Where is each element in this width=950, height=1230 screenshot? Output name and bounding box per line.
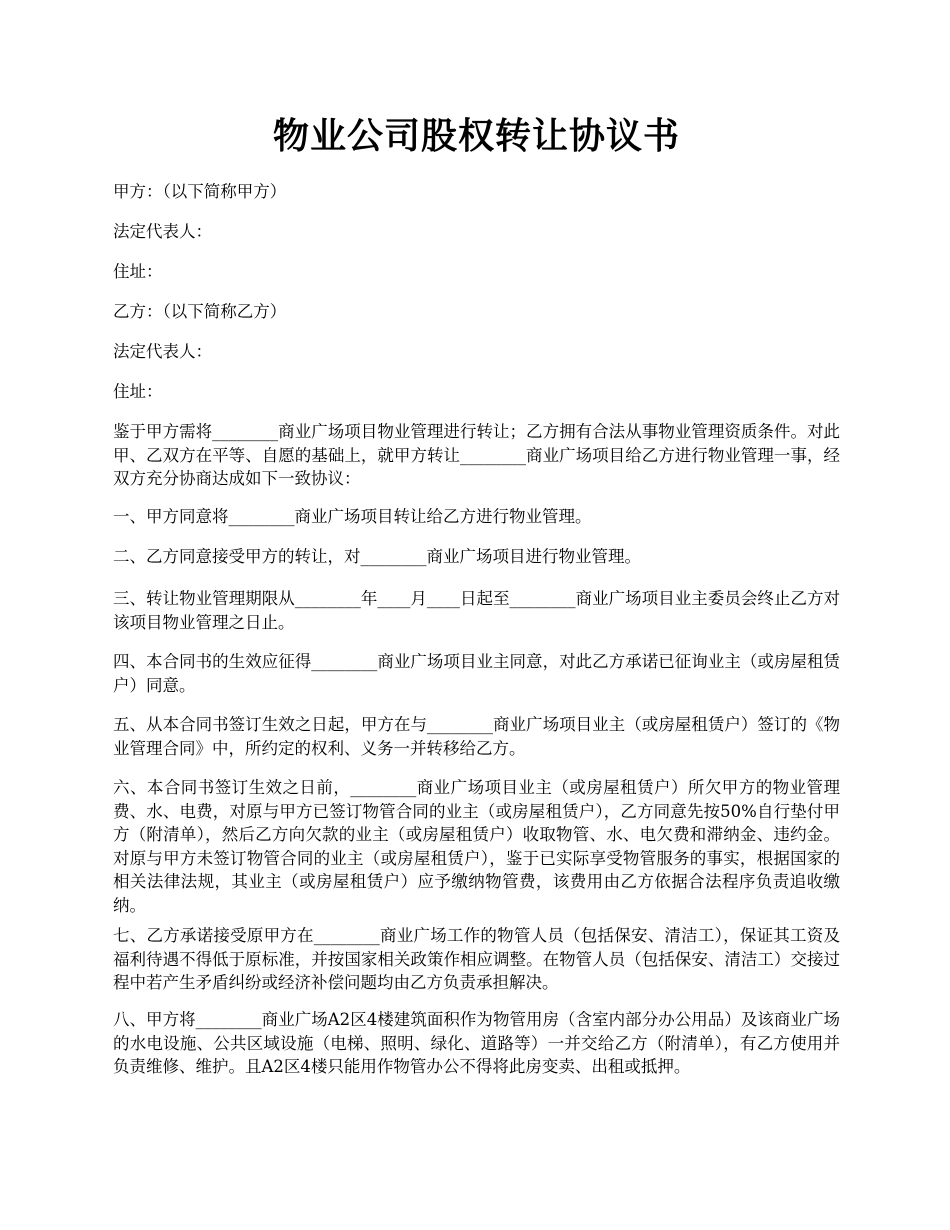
party-a-representative: 法定代表人： bbox=[113, 222, 212, 241]
clause-7: 七、乙方承诺接受原甲方在________商业广场工作的物管人员（包括保安、清洁工），保证其工资及福利待遇不得低于原标准，并按国家相关政策作相应调整。在物管人员（包括保安、清洁工）交接过程中若产生矛盾纠纷或经济补偿问题均由乙方负责承担解决。 bbox=[113, 926, 840, 992]
preamble-paragraph: 鉴于甲方需将________商业广场项目物业管理进行转让；乙方拥有合法从事物业管理资质条件。对此甲、乙双方在平等、自愿的基础上，就甲方转让________商业广场项目给乙方进行物业管理一事，经双方充分协商达成如下一致协议： bbox=[113, 422, 840, 488]
clause-5: 五、从本合同书签订生效之日起，甲方在与________商业广场项目业主（或房屋租赁户）签订的《物业管理合同》中，所约定的权利、义务一并转移给乙方。 bbox=[113, 715, 840, 758]
clause-1: 一、甲方同意将________商业广场项目转让给乙方进行物业管理。 bbox=[113, 507, 592, 526]
party-b-line: 乙方：（以下简称乙方） bbox=[113, 302, 287, 321]
party-b-address: 住址： bbox=[113, 382, 163, 401]
clause-3: 三、转让物业管理期限从________年____月____日起至________商业广场项目业主委员会终止乙方对该项目物业管理之日止。 bbox=[113, 589, 840, 632]
clause-6: 六、本合同书签订生效之日前，________商业广场项目业主（或房屋租赁户）所欠甲方的物业管理费、水、电费，对原与甲方已签订物管合同的业主（或房屋租赁户），乙方同意先按50%自行垫付甲方（附清单），然后乙方向欠款的业主（或房屋租赁户）收取物管、水、电欠费和滞纳金、违约金。对原与甲方未签订物管合同的业主（或房屋租赁户），鉴于已实际享受物管服务的事实，根据国家的相关法律法规，其业主（或房屋租赁户）应予缴纳物管费，该费用由乙方依据合法程序负责追收缴纳。 bbox=[113, 778, 840, 915]
party-b-representative: 法定代表人： bbox=[113, 342, 212, 361]
party-a-address: 住址： bbox=[113, 262, 163, 281]
clause-2: 二、乙方同意接受甲方的转让，对________商业广场项目进行物业管理。 bbox=[113, 547, 641, 566]
clause-4: 四、本合同书的生效应征得________商业广场项目业主同意，对此乙方承诺已征询业主（或房屋租赁户）同意。 bbox=[113, 652, 840, 695]
party-a-line: 甲方：（以下简称甲方） bbox=[113, 182, 287, 201]
clause-8: 八、甲方将________商业广场A2区4楼建筑面积作为物管用房（含室内部分办公用品）及该商业广场的水电设施、公共区域设施（电梯、照明、绿化、道路等）一并交给乙方（附清单），有乙方使用并负责维修、维护。且A2区4楼只能用作物管办公不得将此房变卖、出租或抵押。 bbox=[113, 1010, 840, 1076]
document-title: 物业公司股权转让协议书 bbox=[272, 115, 680, 157]
